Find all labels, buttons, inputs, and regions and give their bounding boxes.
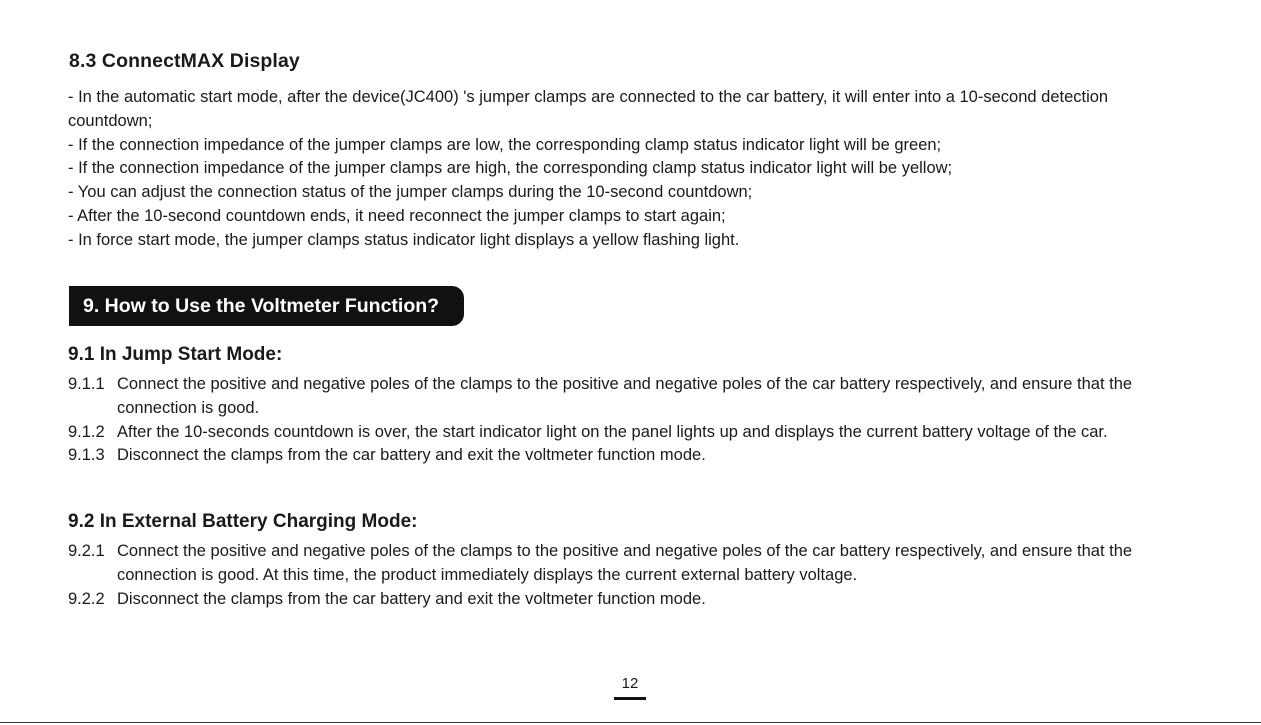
step-item <box>68 421 1198 445</box>
page-number: 12 <box>621 675 639 692</box>
section-8-3-bullet-list <box>68 86 1168 253</box>
step-item <box>68 444 1198 468</box>
step-text: Disconnect the clamps from the car battery and exit the voltmeter function mode. <box>117 589 706 608</box>
step-text: Connect the positive and negative poles of the clamps to the positive and negative poles of the car battery respectively, and ensure that the connection is good. At this time, the product immediately displays the current external battery voltage. <box>117 542 1133 584</box>
bullet-item: - If the connection impedance of the jumper clamps are high, the corresponding clamp status indicator light will be yellow; <box>68 159 953 178</box>
step-number: 9.1.3 <box>68 446 105 465</box>
bullet-item: - If the connection impedance of the jumper clamps are low, the corresponding clamp status indicator light will be green; <box>68 135 942 154</box>
bullet-item: - In the automatic start mode, after the device(JC400) 's jumper clamps are connected to the car battery, it will enter into a 10-second detection countdown; <box>68 88 1109 130</box>
bullet-item: - You can adjust the connection status of the jumper clamps during the 10-second countdown; <box>68 183 753 202</box>
step-number: 9.2.1 <box>68 542 105 560</box>
step-text: Connect the positive and negative poles of the clamps to the positive and negative poles of the car battery respectively, and ensure that the connection is good. <box>117 375 1133 417</box>
section-9-1-heading: 9.1 In Jump Start Mode: <box>68 344 283 365</box>
bullet-item: - In force start mode, the jumper clamps status indicator light displays a yellow flashing light. <box>68 230 740 249</box>
step-text: Disconnect the clamps from the car battery and exit the voltmeter function mode. <box>117 446 706 465</box>
section-9-1-steps <box>68 373 1198 468</box>
section-9-banner: 9. How to Use the Voltmeter Function? <box>69 286 464 326</box>
section-9-2-steps <box>68 540 1198 611</box>
step-number: 9.2.2 <box>68 589 105 608</box>
section-8-3-heading: 8.3 ConnectMAX Display <box>69 50 300 72</box>
page-number-underline <box>614 697 646 700</box>
step-item <box>68 540 1198 588</box>
step-item <box>68 373 1198 421</box>
step-text: After the 10-seconds countdown is over, the start indicator light on the panel lights up and displays the current battery voltage of the car. <box>117 422 1108 441</box>
bullet-item: - After the 10-second countdown ends, it need reconnect the jumper clamps to start again; <box>68 206 726 225</box>
step-number: 9.1.2 <box>68 422 105 441</box>
step-number: 9.1.1 <box>68 375 105 393</box>
section-9-2-heading: 9.2 In External Battery Charging Mode: <box>68 511 418 532</box>
step-item <box>68 588 1198 612</box>
page-bottom-rule <box>0 722 1261 723</box>
